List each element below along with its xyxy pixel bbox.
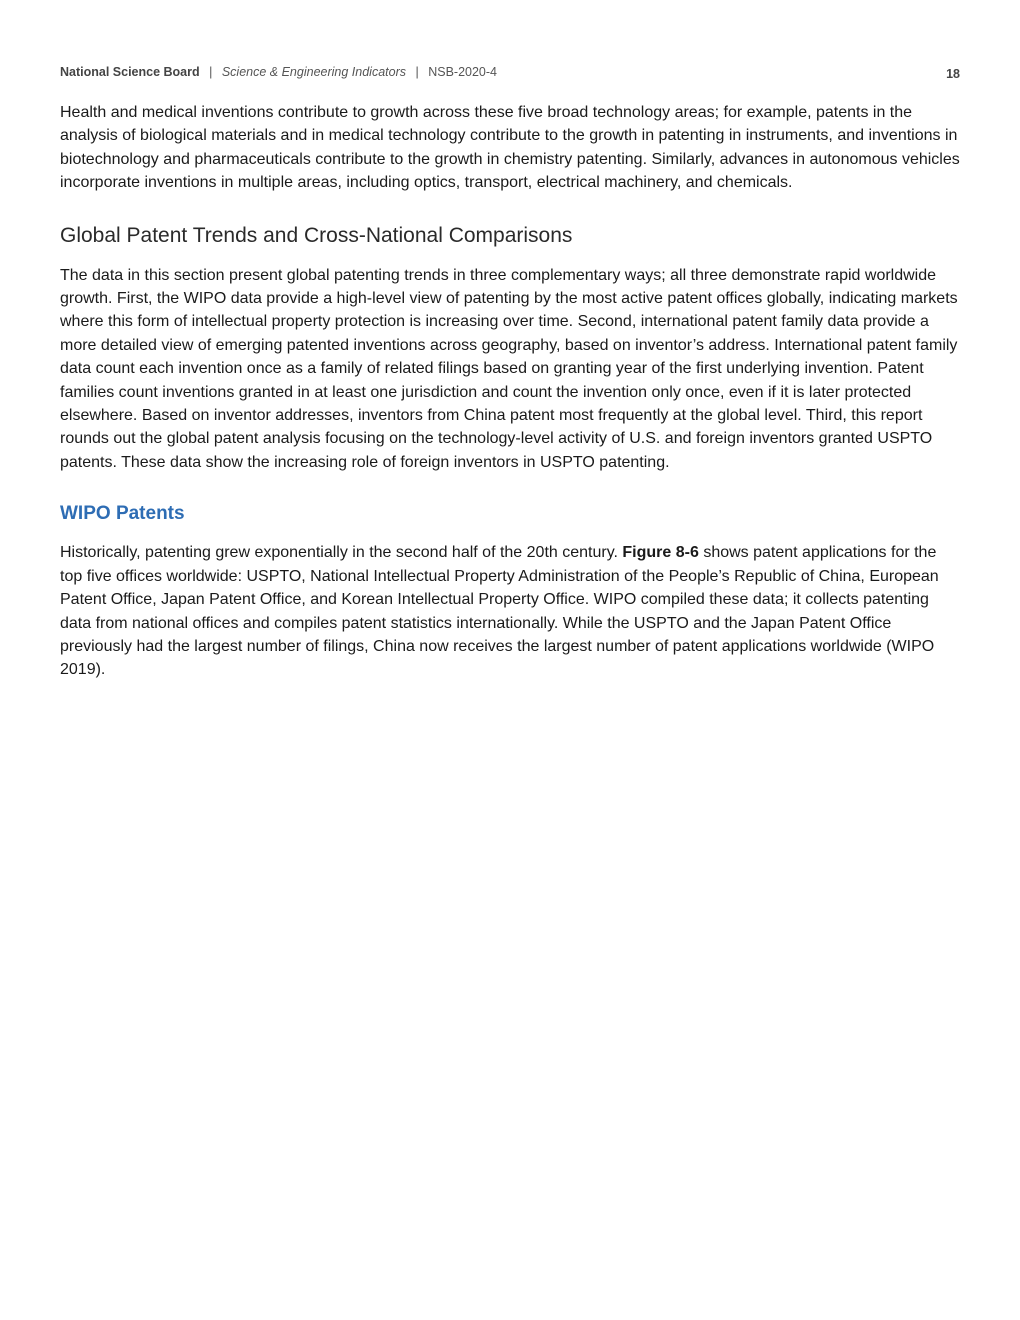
page-number: 18 [946, 67, 960, 81]
figure-reference-link[interactable]: Figure 8-6 [622, 544, 699, 562]
header-separator: | [415, 65, 419, 79]
page-header [60, 65, 960, 83]
subsection-heading: WIPO Patents [60, 503, 185, 525]
page-content [60, 101, 960, 682]
section-heading: Global Patent Trends and Cross-National Comparisons [60, 223, 573, 247]
header-organization: National Science Board [60, 65, 200, 79]
intro-paragraph: Health and medical inventions contribute to growth across these five broad technology areas; for example, patents in the analysis of biological materials and in medical technology contribute to the growth in patenting in instruments, and inventions in biotechnology and pharmaceuticals contribute to the growth in chemistry patenting. Similarly, advances in autonomous vehicles incorporate inventions in multiple areas, including optics, transport, electrical machinery, and chemicals. [60, 104, 960, 192]
header-separator: | [209, 65, 213, 79]
section-paragraph: The data in this section present global patenting trends in three complementary ways; all three demonstrate rapid worldwide growth. First, the WIPO data provide a high-level view of patenting by the most active patent offices globally, indicating markets where this form of intellectual property protection is increasing over time. Second, international patent family data provide a more detailed view of emerging patented inventions across geography, based on inventor’s address. International patent family data count each invention once as a family of related filings based on granting year of the first underlying invention. Patent families count inventions granted in at least one jurisdiction and count the invention only once, even if it is later protected elsewhere. Based on inventor addresses, inventors from China patent most frequently at the global level. Third, this report rounds out the global patent analysis focusing on the technology-level activity of U.S. and foreign inventors granted USPTO patents. These data show the increasing role of foreign inventors in USPTO patenting. [60, 266, 958, 471]
paragraph-text-before-ref: Historically, patenting grew exponentially in the second half of the 20th century. [60, 544, 623, 562]
paragraph-text-after-ref: shows patent applications for the top five offices worldwide: USPTO, National Intellectual Property Administration of the People’s Republic of China, European Patent Office, Japan Patent Office, and Korean Intellectual Property Office. WIPO compiled these data; it collects patenting data from national offices and compiles patent statistics internationally. While the USPTO and the Japan Patent Office previously had the largest number of filings, China now receives the largest number of patent applications worldwide (WIPO 2019). [60, 544, 939, 679]
subsection-paragraph [60, 541, 960, 681]
header-report-code: NSB-2020-4 [428, 65, 497, 79]
header-publication: Science & Engineering Indicators [221, 65, 406, 79]
